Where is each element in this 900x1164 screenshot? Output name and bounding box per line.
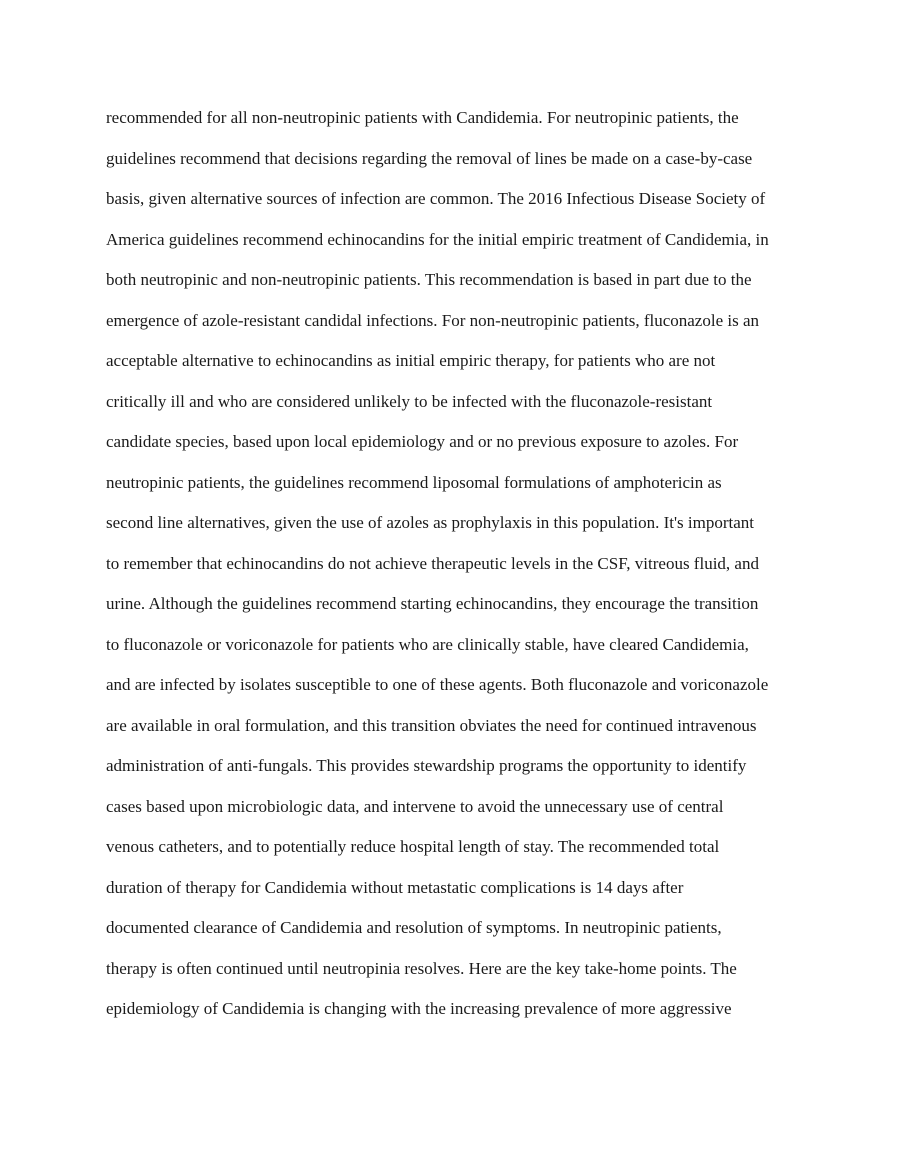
body-paragraph <box>106 98 806 1030</box>
text-line: second line alternatives, given the use of azoles as prophylaxis in this population. It's important <box>106 513 754 532</box>
text-line: America guidelines recommend echinocandins for the initial empiric treatment of Candidemia, in <box>106 229 769 249</box>
text-line: duration of therapy for Candidemia without metastatic complications is 14 days after <box>106 877 684 897</box>
text-line: candidate species, based upon local epidemiology and or no previous exposure to azoles. For <box>106 432 739 451</box>
text-line: documented clearance of Candidemia and resolution of symptoms. In neutropinic patients, <box>106 918 722 937</box>
text-line: neutropinic patients, the guidelines recommend liposomal formulations of amphotericin as <box>106 472 722 492</box>
text-line: and are infected by isolates susceptible to one of these agents. Both fluconazole and voriconazole <box>106 675 769 694</box>
text-line: emergence of azole-resistant candidal infections. For non-neutropinic patients, fluconazole is an <box>106 310 760 330</box>
text-line: therapy is often continued until neutropinia resolves. Here are the key take-home points. The <box>106 958 737 978</box>
text-line: acceptable alternative to echinocandins as initial empiric therapy, for patients who are not <box>106 351 716 370</box>
text-line: administration of anti-fungals. This provides stewardship programs the opportunity to identify <box>106 756 747 775</box>
text-line: venous catheters, and to potentially reduce hospital length of stay. The recommended total <box>106 837 720 856</box>
text-line: basis, given alternative sources of infection are common. The 2016 Infectious Disease Society of <box>106 189 766 208</box>
text-line: recommended for all non-neutropinic patients with Candidemia. For neutropinic patients, the <box>106 108 739 127</box>
text-line: to fluconazole or voriconazole for patients who are clinically stable, have cleared Candidemia, <box>106 634 749 654</box>
text-line: urine. Although the guidelines recommend starting echinocandins, they encourage the transition <box>106 594 759 613</box>
text-line: to remember that echinocandins do not achieve therapeutic levels in the CSF, vitreous fluid, and <box>106 553 759 573</box>
text-line: are available in oral formulation, and this transition obviates the need for continued intravenous <box>106 715 757 735</box>
text-line: critically ill and who are considered unlikely to be infected with the fluconazole-resistant <box>106 391 713 411</box>
text-line: cases based upon microbiologic data, and intervene to avoid the unnecessary use of central <box>106 796 724 816</box>
text-line: guidelines recommend that decisions regarding the removal of lines be made on a case-by-case <box>106 148 753 168</box>
text-line: epidemiology of Candidemia is changing with the increasing prevalence of more aggressive <box>106 999 732 1018</box>
text-line: both neutropinic and non-neutropinic patients. This recommendation is based in part due to the <box>106 270 752 289</box>
